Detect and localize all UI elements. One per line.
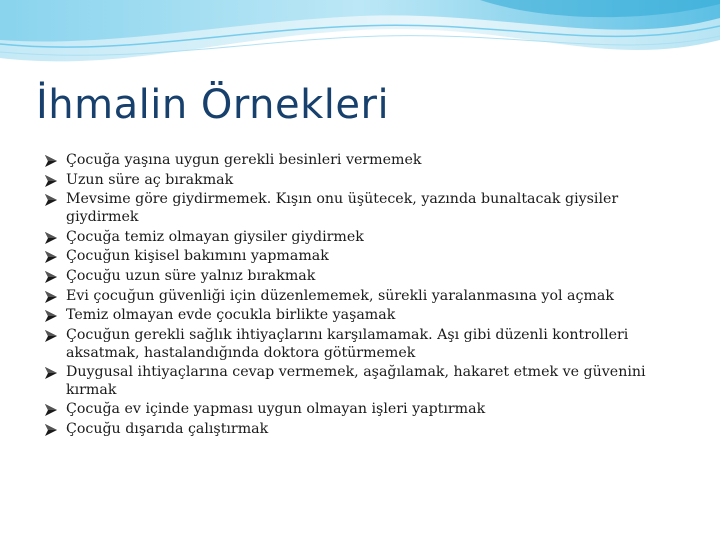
list-item-text: Çocuğa temiz olmayan giysiler giydirmek — [66, 228, 364, 245]
bullet-list — [44, 152, 694, 441]
list-item-text: Temiz olmayan evde çocukla birlikte yaşamak — [66, 307, 396, 324]
list-item — [44, 421, 694, 439]
list-item-text: Çocuğun kişisel bakımını yapmamak — [66, 248, 329, 265]
list-item-text: Duygusal ihtiyaçlarına cevap vermemek, aşağılamak, hakaret etmek ve güvenini kırmak — [66, 364, 646, 398]
arrowhead-bullet-icon — [44, 155, 58, 167]
arrowhead-bullet-icon — [44, 424, 58, 436]
list-item-text: Çocuğa yaşına uygun gerekli besinleri vermemek — [66, 152, 422, 168]
list-item — [44, 364, 694, 399]
list-item — [44, 152, 694, 170]
slide-title: İhmalin Örnekleri — [36, 82, 390, 128]
arrowhead-bullet-icon — [44, 310, 58, 322]
list-item-text: Çocuğu dışarıda çalıştırmak — [66, 421, 269, 438]
list-item — [44, 288, 694, 306]
list-item-text: Çocuğu uzun süre yalnız bırakmak — [66, 267, 316, 284]
list-item-text: Çocuğun gerekli sağlık ihtiyaçlarını karşılamamak. Aşı gibi düzenli kontrolleri aksatmak, hastalandığında doktora götürmemek — [66, 327, 629, 361]
list-item-text: Mevsime göre giydirmemek. Kışın onu üşütecek, yazında bunaltacak giysiler giydirmek — [66, 191, 619, 225]
arrowhead-bullet-icon — [44, 404, 58, 416]
list-item — [44, 191, 694, 226]
list-item-text: Evi çocuğun güvenliği için düzenlememek, sürekli yaralanmasına yol açmak — [66, 287, 614, 304]
decorative-wave-header — [0, 0, 720, 95]
arrowhead-bullet-icon — [44, 232, 58, 244]
list-item — [44, 172, 694, 190]
arrowhead-bullet-icon — [44, 291, 58, 303]
arrowhead-bullet-icon — [44, 271, 58, 283]
list-item-text: Uzun süre aç bırakmak — [66, 171, 234, 188]
list-item — [44, 229, 694, 247]
list-item — [44, 248, 694, 266]
arrowhead-bullet-icon — [44, 367, 58, 379]
list-item-text: Çocuğa ev içinde yapması uygun olmayan işleri yaptırmak — [66, 401, 486, 418]
arrowhead-bullet-icon — [44, 194, 58, 206]
list-item — [44, 268, 694, 286]
list-item — [44, 401, 694, 419]
arrowhead-bullet-icon — [44, 175, 58, 187]
arrowhead-bullet-icon — [44, 251, 58, 263]
arrowhead-bullet-icon — [44, 330, 58, 342]
list-item — [44, 307, 694, 325]
list-item — [44, 327, 694, 362]
